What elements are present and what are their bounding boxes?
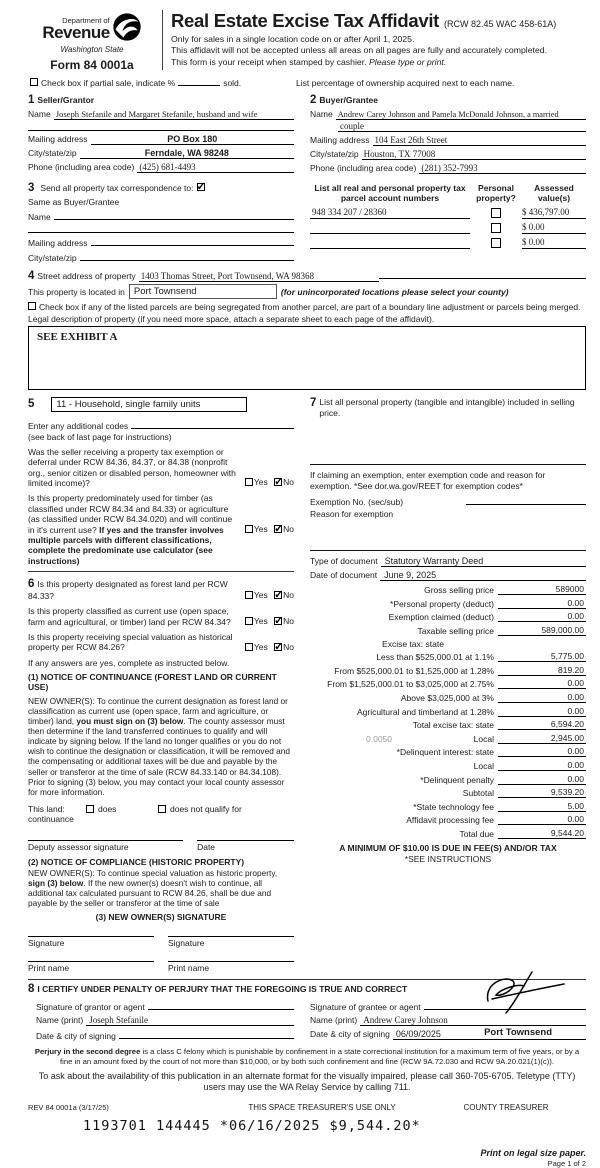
seller-name-field-line2[interactable] xyxy=(28,120,294,131)
tax-table xyxy=(310,584,586,839)
tax-row xyxy=(310,665,586,676)
section6-number: 6 xyxy=(28,577,35,590)
grantor-signature-field[interactable] xyxy=(148,1000,294,1010)
correspondence-name-line2[interactable] xyxy=(28,222,294,233)
tax-row-label: Affidavit processing fee xyxy=(406,815,494,826)
additional-codes-field[interactable] xyxy=(131,419,294,429)
tax-row-label: Local xyxy=(473,760,494,771)
partial-sale-label: Check box if partial sale, indicate % xyxy=(41,78,176,88)
unincorporated-note: (for unincorporated locations please select your county) xyxy=(280,286,509,297)
owner-signature-line-1[interactable]: Signature xyxy=(28,936,154,948)
q3-no-checkbox[interactable] xyxy=(274,591,282,599)
q3-yes-checkbox[interactable] xyxy=(245,591,253,599)
ownership-note: List percentage of ownership acquired next to each name. xyxy=(296,78,515,88)
tax-row-label: Total excise tax: state xyxy=(412,720,494,731)
page-title: Real Estate Excise Tax Affidavit xyxy=(171,10,440,31)
local-rate-value: 0.0050 xyxy=(366,733,392,744)
deputy-date-line[interactable]: Date xyxy=(197,840,294,852)
accessibility-notice: To ask about the availability of this publication in an alternate format for the visually impaired, please call 360-705-6705. Teletype (TTY) users may use the WA Relay Service by calling 711. xyxy=(38,1070,576,1092)
tax-amount-field[interactable]: 0.00 xyxy=(498,611,586,622)
partial-sale-checkbox[interactable] xyxy=(30,78,38,86)
tax-row-label: Taxable selling price xyxy=(417,625,494,636)
tax-row-label: From $525,000.01 to $1,525,000 at 1.28% xyxy=(334,665,494,676)
parcel-number-field[interactable]: 948 334 207 / 28360 xyxy=(310,207,470,219)
header-divider xyxy=(162,10,163,70)
section4-number: 4 xyxy=(28,270,35,282)
form-number: Form 84 0001a xyxy=(50,58,134,72)
tax-row xyxy=(310,733,586,744)
notice1-body: NEW OWNER(S): To continue the current designation as forest land or classification as current use (open space, farm and agriculture, or timber) land, you must sign on (3) below. The county assessor must then determine if the land transferred continues to qualify and will indicate by signing below. If the land no longer qualifies or you do not wish to continue the designation or classification, it will be removed and the compensating or additional taxes will be due and payable by the seller or transferor at the time of sale (RCW 84.33.140 or 84.34.108). Prior to signing (3) below, you may contact your local county assessor for more information. xyxy=(28,695,290,797)
buyer-city-field[interactable]: Houston, TX 77008 xyxy=(362,149,586,160)
section7-number: 7 xyxy=(310,397,317,409)
q5-no-checkbox[interactable] xyxy=(274,643,282,651)
section1-number: 1 xyxy=(28,94,35,106)
buyer-name-field[interactable]: Andrew Carey Johnson and Pamela McDonald Johnson, a married xyxy=(336,110,586,120)
legal-description-label: Legal description of property (if you need more space, attach a separate sheet to each page of the affidavit). xyxy=(28,314,435,324)
located-in-label: This property is located in xyxy=(28,286,125,297)
certify-statement: I CERTIFY UNDER PENALTY OF PERJURY THAT THE FOREGOING IS TRUE AND CORRECT xyxy=(37,984,408,995)
section3-label: Send all property tax correspondence to: xyxy=(40,183,194,193)
county-treasurer-label: COUNTY TREASURER xyxy=(463,1103,549,1113)
forest-land-question: Is this property designated as forest land per RCW 84.33? xyxy=(28,578,228,601)
tax-amount-field[interactable]: 9,544.20 xyxy=(498,828,586,839)
q2-yes-checkbox[interactable] xyxy=(245,525,253,533)
dor-logo xyxy=(28,8,156,72)
notice2-body: NEW OWNER(S): To continue special valuation as historic property, sign (3) below. If the new owner(s) doesn't wish to continue, all additional tax calculated pursuant to RCW 84.26, shall be due and payable by the seller or transferor at the time of sale xyxy=(28,867,278,909)
q2-no-checkbox[interactable] xyxy=(274,525,282,533)
parcel-row xyxy=(310,237,586,249)
section2-number: 2 xyxy=(310,94,317,106)
personal-property-checkbox[interactable] xyxy=(491,238,501,248)
tax-amount-field[interactable]: 9,539.20 xyxy=(498,787,586,798)
current-use-question: Is this property classified as current use (open space, farm and agricultural, or timber) land per RCW 84.34? xyxy=(28,606,231,627)
section3-number: 3 xyxy=(28,182,35,194)
does-checkbox[interactable] xyxy=(86,805,94,813)
segregated-checkbox[interactable] xyxy=(28,302,36,310)
tax-row xyxy=(310,678,586,689)
header-note-1: Only for sales in a single location code on or after April 1, 2025. xyxy=(171,34,415,44)
buyer-name-field-line2[interactable]: couple xyxy=(338,121,586,132)
historical-question: Is this property receiving special valuation as historical property per RCW 84.26? xyxy=(28,632,233,653)
reason-for-exemption-label: Reason for exemption xyxy=(310,509,394,520)
section2-title: Buyer/Grantee xyxy=(319,95,378,105)
form-header xyxy=(28,8,586,72)
assessed-value-field[interactable]: $ 0.00 xyxy=(522,222,586,234)
tax-row-label: Gross selling price xyxy=(424,585,494,596)
print-legal-note: Print on legal size paper. xyxy=(480,1148,586,1159)
street-address-field[interactable]: 1403 Thomas Street, Port Townsend, WA 98368 xyxy=(139,271,379,282)
tax-amount-field[interactable]: 0.00 xyxy=(498,692,586,703)
located-in-select[interactable]: Port Townsend xyxy=(129,284,277,299)
personal-col-header: Personal property? xyxy=(476,183,516,203)
see-instructions-note: *SEE INSTRUCTIONS xyxy=(404,853,492,864)
street-address-extra-line[interactable] xyxy=(379,269,586,279)
revenue-wordmark: Revenue xyxy=(42,22,110,42)
tax-amount-field[interactable]: 0.00 xyxy=(498,678,586,689)
tax-row xyxy=(310,746,586,757)
exemption-deferral-question: Was the seller receiving a property tax exemption or deferral under RCW 84.36, 84.37, or 84.38 (nonprofit org., senior citizen or disabled person, homeowner with limited income)? xyxy=(28,447,236,489)
assessed-col-header: Assessed value(s) xyxy=(534,183,574,203)
grantor-date-field[interactable] xyxy=(119,1029,294,1039)
exemption-no-field[interactable] xyxy=(466,495,586,505)
tax-row-label: Agricultural and timberland at 1.28% xyxy=(356,706,494,717)
does-not-checkbox[interactable] xyxy=(158,805,166,813)
section8-number: 8 xyxy=(28,983,35,996)
rev-form-id: REV 84 0001a (3/17/25) xyxy=(28,1103,109,1113)
tax-row-label: *State technology fee xyxy=(413,801,494,812)
type-of-document-field[interactable]: Statutory Warranty Deed xyxy=(381,556,586,567)
tax-row xyxy=(310,787,586,798)
q1-yes-checkbox[interactable] xyxy=(245,478,253,486)
tax-amount-field[interactable]: 0.00 xyxy=(498,746,586,757)
treasurer-use-label: THIS SPACE TREASURER'S USE ONLY xyxy=(248,1103,396,1113)
tax-row xyxy=(310,598,586,609)
revenue-swirl-icon xyxy=(112,12,142,44)
tax-amount-field[interactable]: 2,945.00 xyxy=(498,733,586,744)
tax-row-label: Above $3,025,000 at 3% xyxy=(400,692,494,703)
date-of-document-field[interactable]: June 9, 2025 xyxy=(380,570,586,581)
parcel-number-field[interactable] xyxy=(310,222,470,234)
personal-property-checkbox[interactable] xyxy=(491,208,501,218)
tax-row-label: Total due xyxy=(459,828,494,839)
tax-amount-field[interactable]: 819.20 xyxy=(498,665,586,676)
grantor-name-field[interactable]: Joseph Stefanile xyxy=(86,1015,294,1026)
if-yes-note: If any answers are yes, complete as instructed below. xyxy=(28,657,230,668)
tax-row xyxy=(310,774,586,785)
owner-signature-line-2[interactable]: Signature xyxy=(168,936,294,948)
tax-amount-field[interactable]: 0.00 xyxy=(498,774,586,785)
dept-of-label: Department of xyxy=(62,15,110,25)
tax-row xyxy=(310,692,586,703)
partial-sale-percent-field[interactable] xyxy=(178,78,220,86)
new-owners-signature-title: (3) NEW OWNER(S) SIGNATURE xyxy=(95,912,227,923)
tax-section-heading: Excise tax: state xyxy=(382,638,444,649)
parcel-table xyxy=(310,207,586,249)
continuance-label: continuance xyxy=(28,813,74,824)
tax-row xyxy=(310,760,586,771)
city-stamp: Port Townsend xyxy=(480,1027,556,1038)
tax-row xyxy=(310,651,586,662)
seller-phone-field[interactable]: (425) 681-4493 xyxy=(137,162,294,173)
header-note-3: This form is your receipt when stamped by cashier. Please type or print. xyxy=(171,56,447,67)
q4-yes-checkbox[interactable] xyxy=(245,617,253,625)
section7-label: List all personal property (tangible and intangible) included in selling price. xyxy=(319,397,575,419)
notice1-title: (1) NOTICE OF CONTINUANCE (FOREST LAND OR CURRENT USE) xyxy=(28,671,277,692)
tax-amount-field[interactable]: 0.00 xyxy=(498,814,586,825)
tax-amount-field[interactable]: 6,594.20 xyxy=(498,719,586,730)
correspondence-mailing-field[interactable] xyxy=(91,236,294,246)
rcw-reference: (RCW 82.45 WAC 458-61A) xyxy=(444,19,557,29)
tax-amount-field[interactable]: 5,775.00 xyxy=(498,651,586,662)
owner-printname-line-1[interactable]: Print name xyxy=(28,961,154,973)
tax-row-label: Exemption claimed (deduct) xyxy=(388,612,494,623)
exemption-instructions: If claiming an exemption, enter exemption code and reason for exemption. *See dor.wa.gov/REET for exemption codes* xyxy=(310,470,546,492)
tax-row xyxy=(310,719,586,730)
parcel-row xyxy=(310,207,586,219)
tax-row-label: *Delinquent penalty xyxy=(420,774,494,785)
segregated-label: Check box if any of the listed parcels are being segregated from another parcel, are part of a boundary line adjustment or parcels being merged. xyxy=(39,302,581,312)
washington-state-label: Washington State xyxy=(60,45,124,54)
tax-amount-field[interactable]: 0.00 xyxy=(498,760,586,771)
deputy-assessor-signature-line[interactable]: Deputy assessor signature xyxy=(28,840,183,852)
parcel-number-field[interactable] xyxy=(310,237,470,249)
cashier-receipt-stamp: 1193701 144445 *06/16/2025 $9,544.20* xyxy=(83,1118,421,1135)
perjury-notice: Perjury in the second degree is a class C felony which is punishable by confinement in a state correctional institution for a maximum term of five years, or by a fine in an amount fixed by the court of not more than $10,000, or by both such confinement and fine (RCW 9A.72.030 and RCW 9A.20.021(1)(c)). xyxy=(34,1047,580,1066)
tax-amount-field[interactable]: 589,000.00 xyxy=(498,625,586,636)
buyer-phone-field[interactable]: (281) 352-7993 xyxy=(419,163,586,174)
seller-city-field[interactable]: Ferndale, WA 98248 xyxy=(80,148,294,159)
tax-row-label: From $1,525,000.01 to $3,025,000 at 2.75% xyxy=(327,679,494,690)
tax-row-label: *Personal property (deduct) xyxy=(390,598,494,609)
owner-printname-line-2[interactable]: Print name xyxy=(168,961,294,973)
section5-number: 5 xyxy=(28,398,35,410)
this-land-label: This land: xyxy=(28,803,65,814)
tax-row xyxy=(310,706,586,717)
personal-property-list-area[interactable] xyxy=(310,419,586,459)
q5-yes-checkbox[interactable] xyxy=(245,643,253,651)
tax-row-label: 0.0050 Local xyxy=(366,733,494,744)
assessed-value-field[interactable]: $ 0.00 xyxy=(522,237,586,249)
grantee-date-field[interactable]: 06/09/2025 xyxy=(393,1029,586,1040)
tax-row xyxy=(310,639,586,649)
same-as-buyer-checkbox[interactable] xyxy=(197,183,205,191)
tax-row xyxy=(310,625,586,636)
header-note-2: This affidavit will not be accepted unless all areas on all pages are fully and accurately completed. xyxy=(171,45,548,56)
q4-no-checkbox[interactable] xyxy=(274,617,282,625)
partial-sale-suffix: sold. xyxy=(223,78,242,88)
assessed-value-field[interactable]: $ 436,797.00 xyxy=(522,207,586,219)
tax-row xyxy=(310,814,586,825)
tax-row xyxy=(310,801,586,812)
tax-amount-field[interactable]: 589000 xyxy=(498,584,586,595)
timber-agriculture-question: Is this property predominately used for timber (as classified under RCW 84.34 and 84.33) or agriculture (as classified under RCW 84.34.020) and will continue in it's current use? If yes and the transfer involves multiple parcels with different classifications, complete the predominate use calculator (see instructions) xyxy=(28,493,233,566)
correspondence-name-field[interactable] xyxy=(54,210,294,220)
seller-mailing-field[interactable]: PO Box 180 xyxy=(91,134,294,145)
grantee-name-field[interactable]: Andrew Carey Johnson xyxy=(360,1015,586,1026)
grantee-signature-scribble xyxy=(458,971,568,1017)
tax-row-label: Subtotal xyxy=(462,788,494,799)
personal-property-checkbox[interactable] xyxy=(491,223,501,233)
same-as-buyer-label: Same as Buyer/Grantee xyxy=(28,197,120,207)
page-number: Page 1 of 2 xyxy=(547,1159,586,1168)
additional-codes-note: (see back of last page for instructions) xyxy=(28,432,172,442)
parcel-col-header: List all real and personal property tax parcel account numbers xyxy=(314,183,466,203)
property-code-select[interactable]: 11 - Household, single family units xyxy=(51,397,247,412)
parcel-row xyxy=(310,222,586,234)
tax-amount-field[interactable]: 0.00 xyxy=(498,706,586,717)
correspondence-city-field[interactable] xyxy=(80,251,294,261)
seller-name-field[interactable]: Joseph Stefanile and Margaret Stefanile, husband and wife xyxy=(54,109,294,120)
tax-row xyxy=(310,828,586,839)
tax-amount-field[interactable]: 0.00 xyxy=(498,598,586,609)
minimum-due-note: A MINIMUM OF $10.00 IS DUE IN FEE(S) AND/OR TAX xyxy=(339,842,557,853)
tax-row-label: Less than $525,000.01 at 1.1% xyxy=(376,652,494,663)
tax-row xyxy=(310,584,586,595)
tax-row-label: *Delinquent interest: state xyxy=(396,747,494,758)
reason-for-exemption-area[interactable] xyxy=(310,519,586,545)
buyer-mailing-field[interactable]: 104 East 26th Street xyxy=(373,135,586,146)
legal-description-field[interactable]: SEE EXHIBIT A xyxy=(28,326,586,390)
q1-no-checkbox[interactable] xyxy=(274,478,282,486)
tax-row xyxy=(310,611,586,622)
tax-amount-field[interactable]: 5.00 xyxy=(498,801,586,812)
section1-title: Seller/Grantor xyxy=(37,95,95,105)
notice2-title: (2) NOTICE OF COMPLIANCE (HISTORIC PROPERTY) xyxy=(28,856,245,867)
